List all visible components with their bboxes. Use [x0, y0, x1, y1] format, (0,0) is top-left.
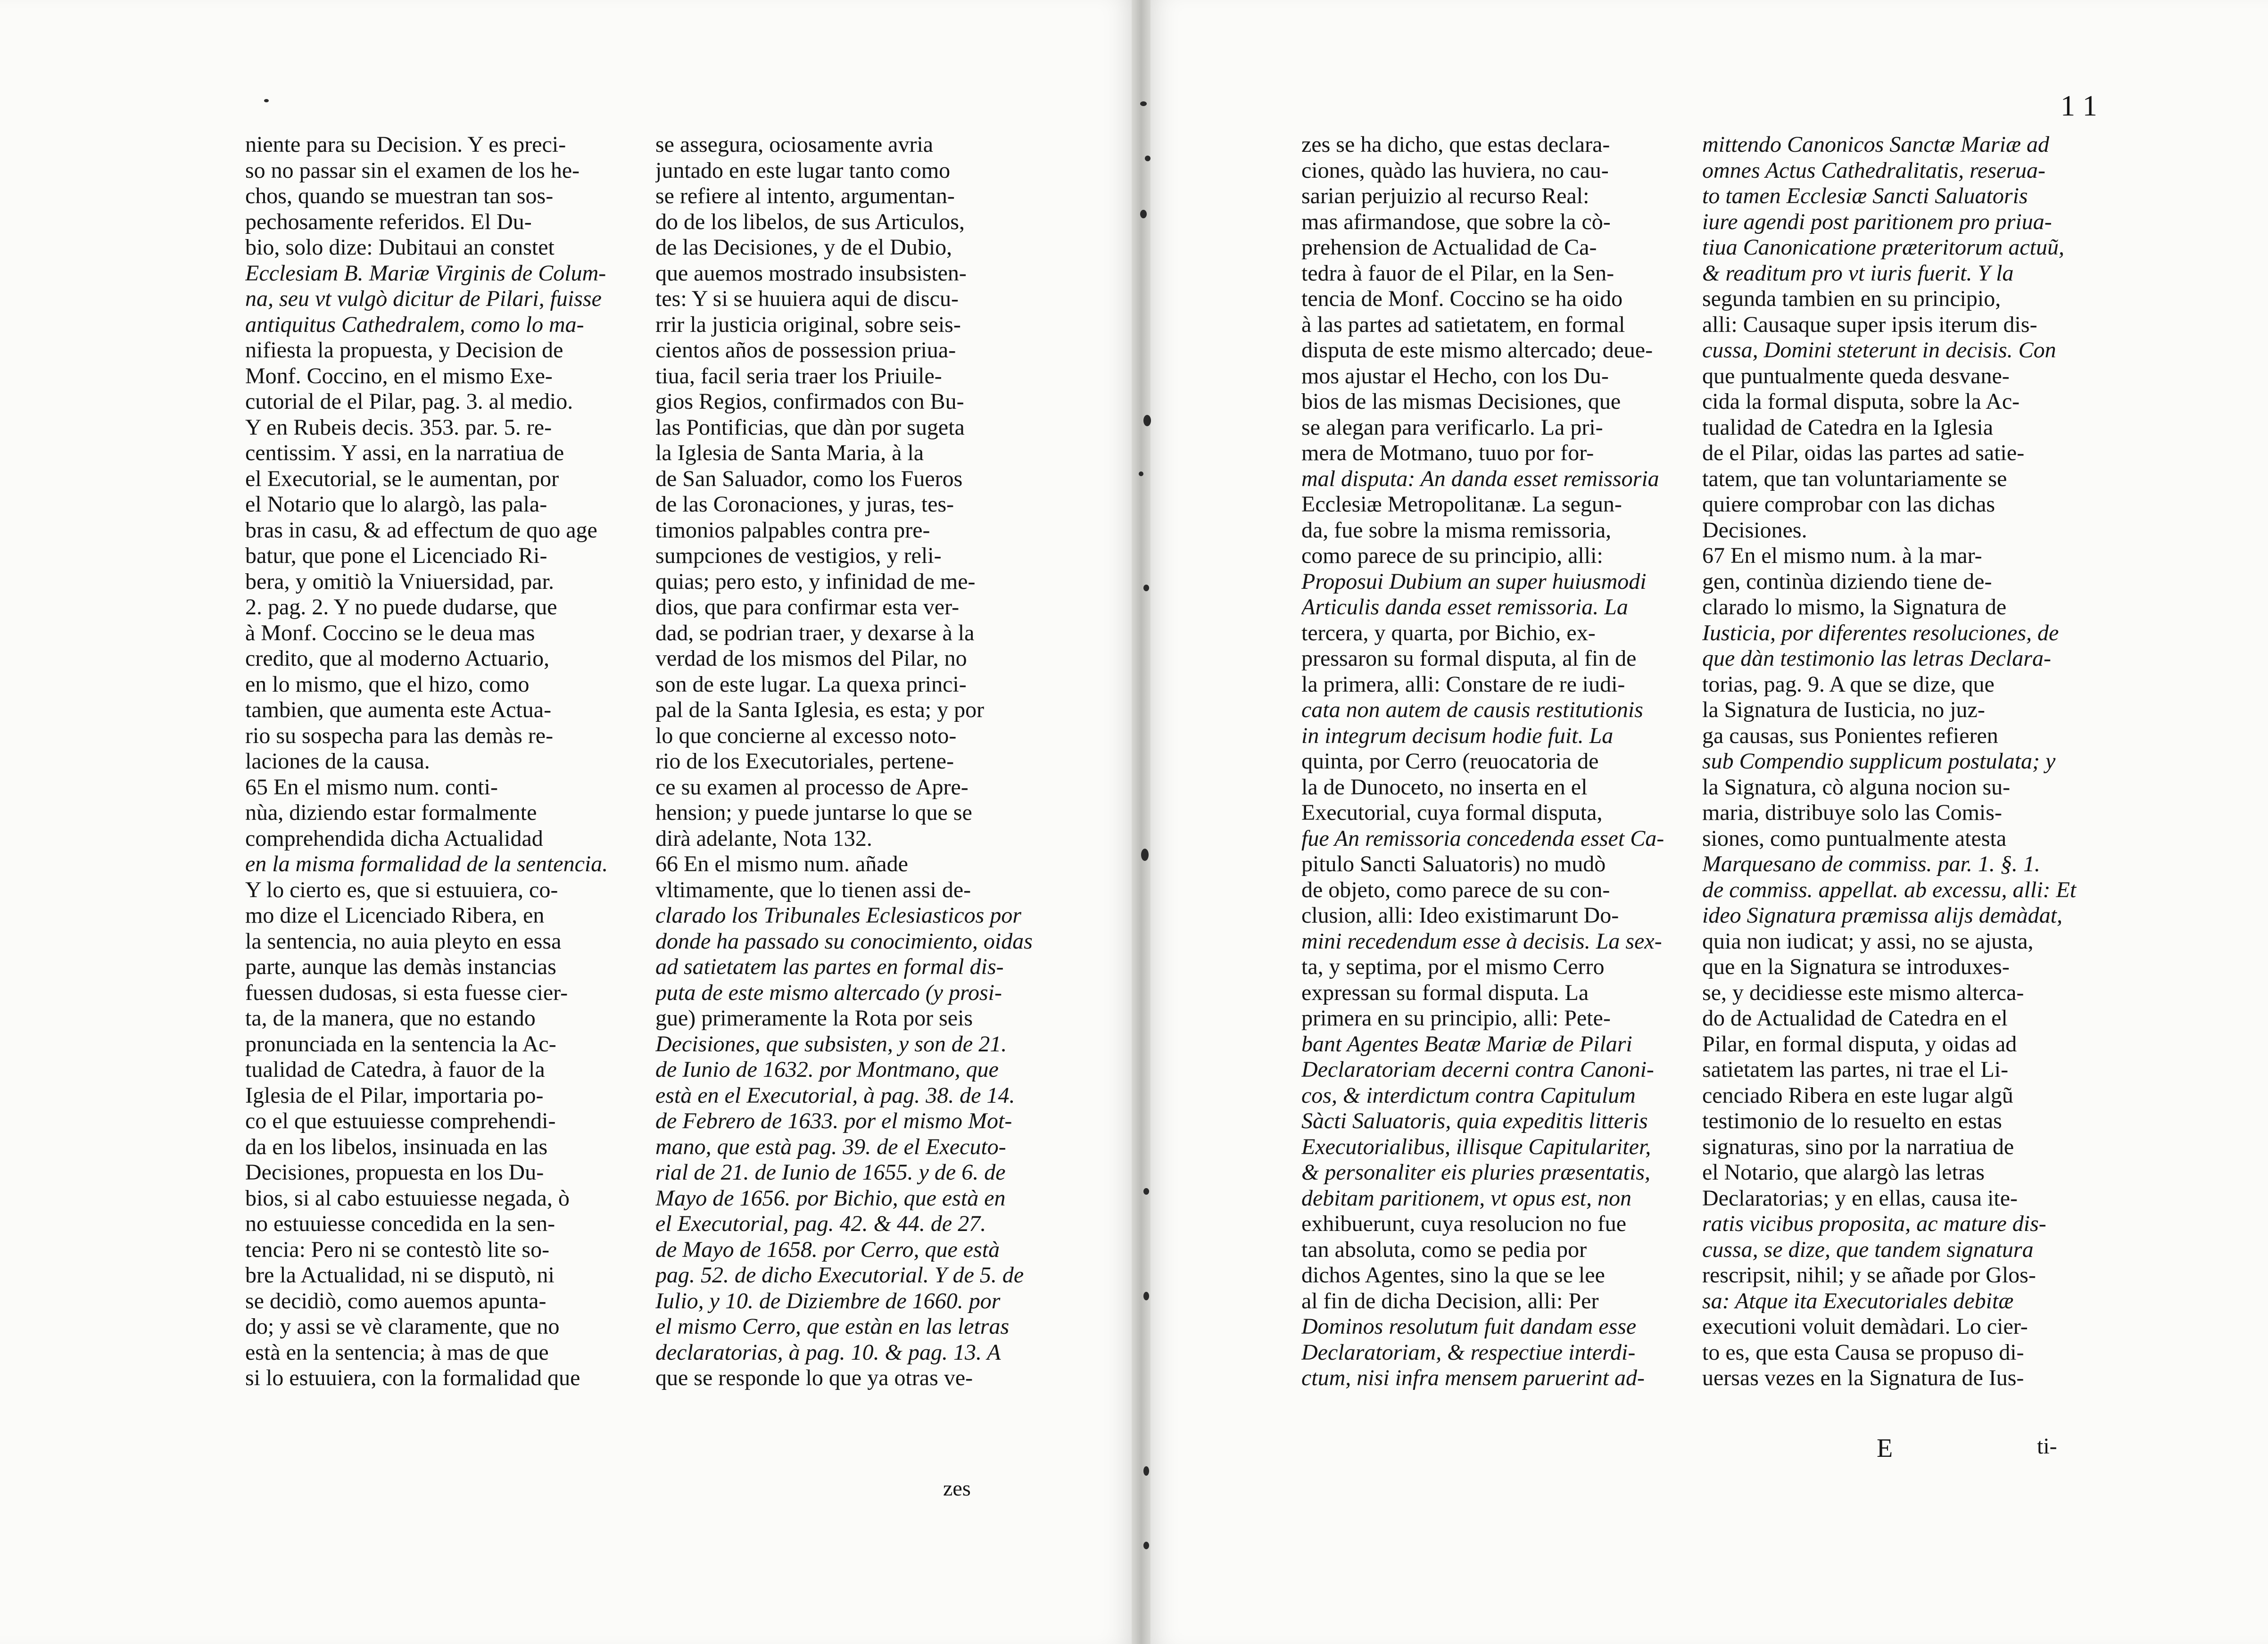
- text-line: al fin de dicha Decision, alli: Per: [1301, 1288, 1599, 1314]
- text-line: las Pontificias, que dàn por sugeta: [655, 414, 965, 440]
- text-line: que dàn testimonio las letras Declara-: [1702, 646, 2051, 671]
- text-line: cenciado Ribera en este lugar algũ: [1702, 1082, 2013, 1108]
- text-line: 66 En el mismo num. añade: [655, 851, 908, 876]
- text-line: prehension de Actualidad de Ca-: [1301, 235, 1597, 260]
- text-line: de Mayo de 1658. por Cerro, que està: [655, 1237, 1000, 1262]
- text-line: en lo mismo, que el hizo, como: [245, 671, 530, 697]
- text-line: & readitum pro vt iuris fuerit. Y la: [1702, 260, 2014, 286]
- text-line: mini recedendum esse à decisis. La sex-: [1301, 928, 1662, 954]
- text-line: mittendo Canonicos Sanctæ Mariæ ad: [1702, 132, 2049, 157]
- text-line: dad, se podrian traer, y dexarse à la: [655, 620, 975, 645]
- text-line: mas afirmandose, que sobre la cò-: [1301, 209, 1611, 234]
- text-line: mo dize el Licenciado Ribera, en: [245, 903, 545, 928]
- text-line: Declaratoriam, & respectiue interdi-: [1301, 1339, 1636, 1365]
- text-line: tualidad de Catedra en la Iglesia: [1702, 414, 1994, 440]
- text-line: Ecclesiam B. Mariæ Virginis de Colum-: [245, 260, 606, 286]
- text-line: iure agendi post paritionem pro priua-: [1702, 209, 2052, 234]
- text-line: puta de este mismo altercado (y prosi-: [655, 980, 1002, 1005]
- text-line: se decidiò, como auemos apunta-: [245, 1288, 546, 1314]
- text-line: hension; y puede juntarse lo que se: [655, 800, 972, 825]
- text-line: quia non iudicat; y assi, no se ajusta,: [1702, 928, 2034, 954]
- page-number: 11: [2061, 90, 2106, 122]
- signature-mark: E: [1877, 1434, 1893, 1463]
- text-line: omnes Actus Cathedralitatis, reserua-: [1702, 157, 2045, 183]
- text-line: el Executorial, pag. 42. & 44. de 27.: [655, 1211, 986, 1236]
- right-page: [1151, 0, 2268, 1644]
- text-line: sarian perjuizio al recurso Real:: [1301, 183, 1589, 208]
- binding-mark: [1143, 585, 1149, 591]
- text-line: timonios palpables contra pre-: [655, 517, 930, 543]
- text-line: do de los libelos, de sus Articulos,: [655, 209, 965, 234]
- text-line: niente para su Decision. Y es preci-: [245, 132, 566, 157]
- text-line: credito, que al moderno Actuario,: [245, 646, 550, 671]
- text-line: la Signatura de Iusticia, no juz-: [1702, 697, 1985, 722]
- text-line: està en el Executorial, à pag. 38. de 14.: [655, 1082, 1015, 1108]
- text-line: parte, aunque las demàs instancias: [245, 954, 556, 979]
- text-line: Declaratoriam decerni contra Canoni-: [1301, 1057, 1654, 1082]
- text-line: Mayo de 1656. por Bichio, que està en: [655, 1185, 1006, 1211]
- text-line: fuessen dudosas, si esta fuesse cier-: [245, 980, 568, 1005]
- text-line: se refiere al intento, argumentan-: [655, 183, 955, 208]
- text-line: tercera, y quarta, por Bichio, ex-: [1301, 620, 1596, 645]
- text-line: Decisiones.: [1702, 517, 1807, 543]
- text-line: mal disputa: An danda esset remissoria: [1301, 466, 1659, 491]
- text-line: Monf. Coccino, en el mismo Exe-: [245, 363, 553, 388]
- text-line: bras in casu, & ad effectum de quo age: [245, 517, 597, 543]
- text-line: rrir la justicia original, sobre seis-: [655, 312, 961, 337]
- text-line: ta, y septima, por el mismo Cerro: [1301, 954, 1605, 979]
- text-line: ciones, quàdo las huviera, no cau-: [1301, 157, 1609, 183]
- text-line: 67 En el mismo num. à la mar-: [1702, 543, 1982, 568]
- text-line: Iulio, y 10. de Diziembre de 1660. por: [655, 1288, 1001, 1314]
- text-line: chos, quando se muestran tan sos-: [245, 183, 554, 208]
- text-line: de commiss. appellat. ab excessu, alli: Et: [1702, 877, 2077, 902]
- text-line: el Executorial, se le aumentan, por: [245, 466, 559, 491]
- text-line: bios de las mismas Decisiones, que: [1301, 389, 1621, 414]
- binding-mark: [1145, 156, 1151, 161]
- text-line: ta, de la manera, que no estando: [245, 1006, 536, 1031]
- text-line: ctum, nisi infra mensem paruerint ad-: [1301, 1365, 1645, 1390]
- text-line: la primera, alli: Constare de re iudi-: [1301, 671, 1625, 697]
- right-page-column-1: [1301, 132, 1679, 1391]
- text-line: signaturas, sino por la narratiua de: [1702, 1134, 2014, 1159]
- text-line: Iusticia, por diferentes resoluciones, de: [1702, 620, 2059, 645]
- text-line: vltimamente, que lo tienen assi de-: [655, 877, 971, 902]
- text-line: disputa de este mismo altercado; deue-: [1301, 338, 1653, 363]
- text-line: cussa, se dize, que tandem signatura: [1702, 1237, 2034, 1262]
- binding-mark: [1143, 1466, 1149, 1476]
- text-line: 65 En el mismo num. conti-: [245, 774, 498, 800]
- text-line: Y lo cierto es, que si estuuiera, co-: [245, 877, 558, 902]
- text-line: mera de Motmano, tuuo por for-: [1301, 440, 1594, 465]
- text-line: tualidad de Catedra, à fauor de la: [245, 1057, 545, 1082]
- text-line: Y en Rubeis decis. 353. par. 5. re-: [245, 414, 552, 440]
- binding-mark: [1143, 415, 1151, 426]
- text-line: Executorial, cuya formal disputa,: [1301, 800, 1603, 825]
- text-line: antiquitus Cathedralem, como lo ma-: [245, 312, 584, 337]
- text-line: pitulo Sancti Saluatoris) no mudò: [1301, 851, 1606, 876]
- book-gutter: [1132, 0, 1151, 1644]
- text-line: quias; pero esto, y infinidad de me-: [655, 569, 976, 594]
- text-line: ce su examen al processo de Apre-: [655, 774, 968, 800]
- text-line: cientos años de possession priua-: [655, 338, 956, 363]
- text-line: cos, & interdictum contra Capitulum: [1301, 1082, 1636, 1108]
- text-line: da, fue sobre la misma remissoria,: [1301, 517, 1612, 543]
- text-line: comprehendida dicha Actualidad: [245, 826, 543, 851]
- left-page: [0, 0, 1132, 1644]
- text-line: testimonio de lo resuelto en estas: [1702, 1108, 2002, 1133]
- text-line: Dominos resolutum fuit dandam esse: [1301, 1314, 1637, 1339]
- binding-mark: [1143, 1188, 1149, 1195]
- text-line: se assegura, ociosamente avria: [655, 132, 934, 157]
- text-line: si lo estuuiera, con la formalidad que: [245, 1365, 580, 1390]
- text-line: de las Coronaciones, y juras, tes-: [655, 492, 954, 517]
- text-line: verdad de los mismos del Pilar, no: [655, 646, 967, 671]
- text-line: la Signatura, cò alguna nocion su-: [1702, 774, 2011, 800]
- text-line: de Iunio de 1632. por Montmano, que: [655, 1057, 999, 1082]
- text-line: bios, si al cabo estuuiesse negada, ò: [245, 1185, 570, 1211]
- text-line: en la misma formalidad de la sentencia.: [245, 851, 608, 876]
- binding-mark: [1141, 849, 1149, 861]
- text-line: juntado en este lugar tanto como: [655, 157, 951, 183]
- text-line: co el que estuuiesse comprehendi-: [245, 1108, 556, 1133]
- text-line: primera en su principio, alli: Pete-: [1301, 1006, 1611, 1031]
- text-line: to es, que esta Causa se propuso di-: [1702, 1339, 2024, 1365]
- text-line: bio, solo dize: Dubitaui an constet: [245, 235, 555, 260]
- text-line: dirà adelante, Nota 132.: [655, 826, 872, 851]
- text-line: sa: Atque ita Executoriales debitæ: [1702, 1288, 2014, 1314]
- text-line: ad satietatem las partes en formal dis-: [655, 954, 1004, 979]
- text-line: sub Compendio supplicum postulata; y: [1702, 749, 2056, 774]
- text-line: tencia: Pero ni se contestò lite so-: [245, 1237, 550, 1262]
- right-page-catchword: ti-: [2037, 1434, 2057, 1459]
- text-line: sumpciones de vestigios, y reli-: [655, 543, 942, 568]
- text-line: que puntualmente queda desvane-: [1702, 363, 2010, 388]
- text-line: Proposui Dubium an super huiusmodi: [1301, 569, 1647, 594]
- binding-mark: [1140, 101, 1147, 106]
- text-line: à Monf. Coccino se le deua mas: [245, 620, 535, 645]
- text-line: la de Dunoceto, no inserta en el: [1301, 774, 1588, 800]
- text-line: clarado lo mismo, la Signatura de: [1702, 595, 2007, 620]
- text-line: Executorialibus, illisque Capitulariter,: [1301, 1134, 1651, 1159]
- text-line: nùa, diziendo estar formalmente: [245, 800, 537, 825]
- text-line: que se responde lo que ya otras ve-: [655, 1365, 973, 1390]
- text-line: pag. 52. de dicho Executorial. Y de 5. de: [655, 1263, 1024, 1288]
- text-line: fue An remissoria concedenda esset Ca-: [1301, 826, 1664, 851]
- text-line: gen, continùa diziendo tiene de-: [1702, 569, 1992, 594]
- text-line: exhibuerunt, cuya resolucion no fue: [1301, 1211, 1627, 1236]
- text-line: de las Decisiones, y de el Dubio,: [655, 235, 952, 260]
- text-line: lo que concierne al excesso noto-: [655, 723, 957, 748]
- text-line: gue) primeramente la Rota por seis: [655, 1006, 973, 1031]
- text-line: Decisiones, propuesta en los Du-: [245, 1160, 544, 1185]
- text-line: de objeto, como parece de su con-: [1301, 877, 1610, 902]
- text-line: dichos Agentes, sino la que se lee: [1301, 1263, 1605, 1288]
- text-line: & personaliter eis pluries præsentatis,: [1301, 1160, 1651, 1185]
- text-line: 2. pag. 2. Y no puede dudarse, que: [245, 595, 557, 620]
- text-line: cata non autem de causis restitutionis: [1301, 697, 1643, 722]
- binding-mark: [1143, 1542, 1149, 1549]
- text-line: in integrum decisum hodie fuit. La: [1301, 723, 1614, 748]
- text-line: executioni voluit demàdari. Lo cier-: [1702, 1314, 2028, 1339]
- left-page-column-1: [245, 132, 622, 1391]
- left-page-column-2: [655, 132, 1033, 1391]
- text-line: tencia de Monf. Coccino se ha oido: [1301, 286, 1623, 311]
- text-line: expressan su formal disputa. La: [1301, 980, 1589, 1005]
- text-line: la Iglesia de Santa Maria, à la: [655, 440, 924, 465]
- text-line: da en los libelos, insinuada en las: [245, 1134, 548, 1159]
- text-line: Iglesia de el Pilar, importaria po-: [245, 1082, 544, 1108]
- text-line: tes: Y si se huuiera aqui de discu-: [655, 286, 959, 311]
- text-line: so no passar sin el examen de los he-: [245, 157, 580, 183]
- left-page-catchword: zes: [943, 1476, 971, 1500]
- text-line: el Notario, que alargò las letras: [1702, 1160, 1985, 1185]
- text-line: debitam paritionem, vt opus est, non: [1301, 1185, 1631, 1211]
- text-line: Pilar, en formal disputa, y oidas ad: [1702, 1031, 2017, 1057]
- text-line: cussa, Domini steterunt in decisis. Con: [1702, 338, 2056, 363]
- text-line: Articulis danda esset remissoria. La: [1301, 595, 1628, 620]
- text-line: do de Actualidad de Catedra en el: [1702, 1006, 2008, 1031]
- text-line: tatem, que tan voluntariamente se: [1702, 466, 2007, 491]
- text-line: quinta, por Cerro (reuocatoria de: [1301, 749, 1599, 774]
- text-line: rio su sospecha para las demàs re-: [245, 723, 554, 748]
- text-line: està en la sentencia; à mas de que: [245, 1339, 549, 1365]
- text-line: cida la formal disputa, sobre la Ac-: [1702, 389, 2020, 414]
- text-line: bera, y omitiò la Vniuersidad, par.: [245, 569, 554, 594]
- text-line: torias, pag. 9. A que se dize, que: [1702, 671, 1995, 697]
- text-line: siones, como puntualmente atesta: [1702, 826, 2007, 851]
- text-line: rio de los Executoriales, pertene-: [655, 749, 954, 774]
- text-line: uersas vezes en la Signatura de Ius-: [1702, 1365, 2024, 1390]
- text-line: zes se ha dicho, que estas declara-: [1301, 132, 1610, 157]
- text-line: do; y assi se vè claramente, que no: [245, 1314, 560, 1339]
- text-line: ratis vicibus proposita, ac mature dis-: [1702, 1211, 2046, 1236]
- text-line: se, y decidiesse este mismo alterca-: [1702, 980, 2024, 1005]
- text-line: el mismo Cerro, que estàn en las letras: [655, 1314, 1010, 1339]
- text-line: Ecclesiæ Metropolitanæ. La segun-: [1301, 492, 1622, 517]
- text-line: pechosamente referidos. El Du-: [245, 209, 532, 234]
- text-line: batur, que pone el Licenciado Ri-: [245, 543, 547, 568]
- text-line: son de este lugar. La quexa princi-: [655, 671, 967, 697]
- text-line: Sàcti Saluatoris, quia expeditis litteris: [1301, 1108, 1648, 1133]
- ink-spot: [264, 99, 269, 102]
- text-line: Decisiones, que subsisten, y son de 21.: [655, 1031, 1007, 1057]
- text-line: alli: Causaque super ipsis iterum dis-: [1702, 312, 2037, 337]
- text-line: gios Regios, confirmados con Bu-: [655, 389, 964, 414]
- text-line: segunda tambien en su principio,: [1702, 286, 2001, 311]
- text-line: rescripsit, nihil; y se añade por Glos-: [1702, 1263, 2036, 1288]
- text-line: clarado los Tribunales Eclesiasticos por: [655, 903, 1022, 928]
- text-line: tiua Canonicatione præteritorum actuũ,: [1702, 235, 2064, 260]
- binding-mark: [1139, 471, 1143, 476]
- text-line: que auemos mostrado insubsisten-: [655, 260, 967, 286]
- text-line: ga causas, sus Ponientes refieren: [1702, 723, 1998, 748]
- text-line: centissim. Y assi, en la narratiua de: [245, 440, 564, 465]
- text-line: clusion, alli: Ideo existimarunt Do-: [1301, 903, 1619, 928]
- text-line: que en la Signatura se introduxes-: [1702, 954, 2010, 979]
- text-line: no estuuiesse concedida en la sen-: [245, 1211, 555, 1236]
- text-line: na, seu vt vulgò dicitur de Pilari, fuisse: [245, 286, 602, 311]
- text-line: bant Agentes Beatæ Mariæ de Pilari: [1301, 1031, 1632, 1057]
- text-line: quiere comprobar con las dichas: [1702, 492, 1995, 517]
- text-line: maria, distribuye solo las Comis-: [1702, 800, 2002, 825]
- text-line: donde ha passado su conocimiento, oidas: [655, 928, 1033, 954]
- text-line: bre la Actualidad, ni se disputò, ni: [245, 1263, 555, 1288]
- text-line: pressaron su formal disputa, al fin de: [1301, 646, 1637, 671]
- text-line: declaratorias, à pag. 10. & pag. 13. A: [655, 1339, 1001, 1365]
- text-line: ideo Signatura præmissa alijs demàdat,: [1702, 903, 2063, 928]
- text-line: to tamen Ecclesiæ Sancti Saluatoris: [1702, 183, 2028, 208]
- text-line: de Febrero de 1633. por el mismo Mot-: [655, 1108, 1012, 1133]
- text-line: tiua, facil seria traer los Priuile-: [655, 363, 942, 388]
- text-line: laciones de la causa.: [245, 749, 430, 774]
- text-line: la sentencia, no auia pleyto en essa: [245, 928, 562, 954]
- text-line: tedra à fauor de el Pilar, en la Sen-: [1301, 260, 1614, 286]
- text-line: cutorial de el Pilar, pag. 3. al medio.: [245, 389, 573, 414]
- text-line: mos ajustar el Hecho, con los Du-: [1301, 363, 1609, 388]
- text-line: à las partes ad satietatem, en formal: [1301, 312, 1625, 337]
- right-page-column-2: [1702, 132, 2079, 1391]
- text-line: se alegan para verificarlo. La pri-: [1301, 414, 1603, 440]
- text-line: Marquesano de commiss. par. 1. §. 1.: [1702, 851, 2040, 876]
- text-line: nifiesta la propuesta, y Decision de: [245, 338, 563, 363]
- text-line: de el Pilar, oidas las partes ad satie-: [1702, 440, 2025, 465]
- text-line: satietatem las partes, ni trae el Li-: [1702, 1057, 2009, 1082]
- binding-mark: [1143, 1292, 1149, 1300]
- text-line: rial de 21. de Iunio de 1655. y de 6. de: [655, 1160, 1006, 1185]
- text-line: tambien, que aumenta este Actua-: [245, 697, 552, 722]
- text-line: dios, que para confirmar esta ver-: [655, 595, 960, 620]
- text-line: el Notario que lo alargò, las pala-: [245, 492, 547, 517]
- text-line: de San Saluador, como los Fueros: [655, 466, 963, 491]
- binding-mark: [1140, 210, 1147, 218]
- text-line: Declaratorias; y en ellas, causa ite-: [1702, 1185, 2018, 1211]
- text-line: mano, que està pag. 39. de el Executo-: [655, 1134, 1006, 1159]
- text-line: pal de la Santa Iglesia, es esta; y por: [655, 697, 985, 722]
- text-line: tan absoluta, como se pedia por: [1301, 1237, 1587, 1262]
- text-line: como parece de su principio, alli:: [1301, 543, 1603, 568]
- text-line: pronunciada en la sentencia la Ac-: [245, 1031, 556, 1057]
